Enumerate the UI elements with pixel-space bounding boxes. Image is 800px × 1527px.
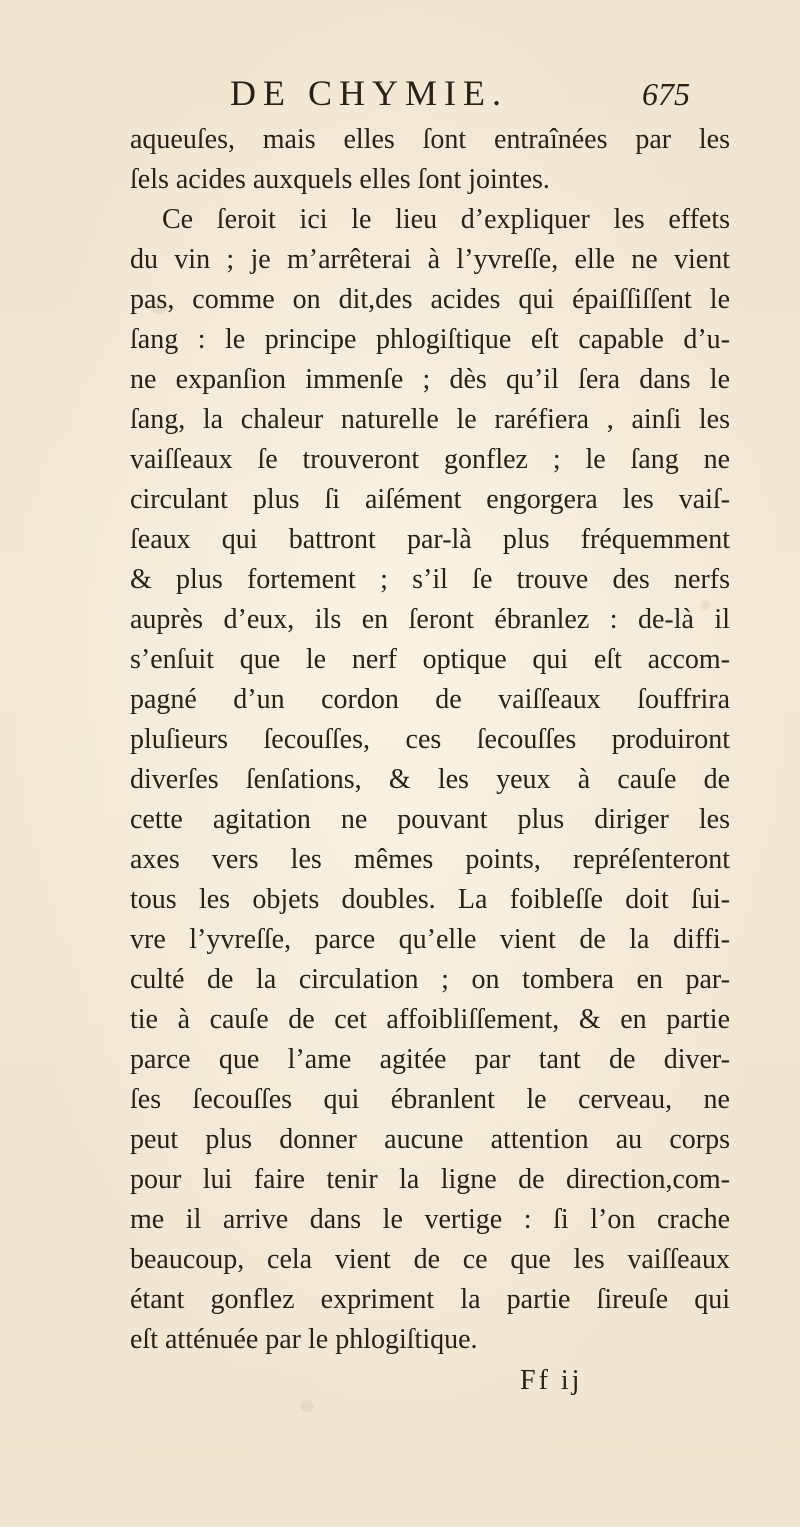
text-line: tie à cauſe de cet affoibliſſement, & en partie [130,1004,730,1035]
text-line: peut plus donner aucune attention au corps [130,1124,730,1155]
text-line: s’enſuit que le nerf optique qui eſt accom- [130,644,730,675]
text-line: ſang : le principe phlogiſtique eſt capable d’u- [130,324,730,355]
text-line: ne expanſion immenſe ; dès qu’il ſera dans le [130,364,730,395]
text-line: beaucoup, cela vient de ce que les vaiſſeaux [130,1244,730,1275]
text-line: eſt atténuée par le phlogiſtique. [130,1324,478,1355]
text-line: ſeaux qui battront par-là plus fréquemment [130,524,730,555]
text-line: auprès d’eux, ils en ſeront ébranlez : de-là il [130,604,730,635]
text-line: ſes ſecouſſes qui ébranlent le cerveau, ne [130,1084,730,1115]
text-line: pas, comme on dit,des acides qui épaiſſiſſent le [130,284,730,315]
foxing-spot [300,1400,314,1412]
text-line: diverſes ſenſations, & les yeux à cauſe de [130,764,730,795]
text-line: & plus fortement ; s’il ſe trouve des nerfs [130,564,730,595]
text-line: tous les objets doubles. La foibleſſe doit ſui- [130,884,730,915]
body-text [130,120,730,1360]
text-line: Ce ſeroit ici le lieu d’expliquer les effets [162,204,730,235]
text-line: étant gonflez expriment la partie ſireuſe qui [130,1284,730,1315]
text-line: parce que l’ame agitée par tant de diver- [130,1044,730,1075]
page-number: 675 [642,76,690,112]
text-line: circulant plus ſi aiſément engorgera les vaiſ- [130,484,730,515]
text-line: cette agitation ne pouvant plus diriger les [130,804,730,835]
running-head-title: DE CHYMIE. [230,73,508,113]
text-line: culté de la circulation ; on tombera en par- [130,964,730,995]
text-line: pagné d’un cordon de vaiſſeaux ſouffrira [130,684,730,715]
text-line: ſang, la chaleur naturelle le raréfiera , ainſi les [130,404,730,435]
running-head [230,66,690,116]
text-line: du vin ; je m’arrêterai à l’yvreſſe, elle ne vient [130,244,730,275]
text-line: pluſieurs ſecouſſes, ces ſecouſſes produiront [130,724,730,755]
text-line: vaiſſeaux ſe trouveront gonflez ; le ſang ne [130,444,730,475]
text-line: ſels acides auxquels elles ſont jointes. [130,164,550,195]
text-line: vre l’yvreſſe, parce qu’elle vient de la diffi- [130,924,730,955]
text-line: axes vers les mêmes points, repréſenteront [130,844,730,875]
text-line: aqueuſes, mais elles ſont entraînées par les [130,124,730,155]
text-line: pour lui faire tenir la ligne de direction,com- [130,1164,730,1195]
signature-mark: Ff ij [520,1365,583,1396]
text-line: me il arrive dans le vertige : ſi l’on crache [130,1204,730,1235]
